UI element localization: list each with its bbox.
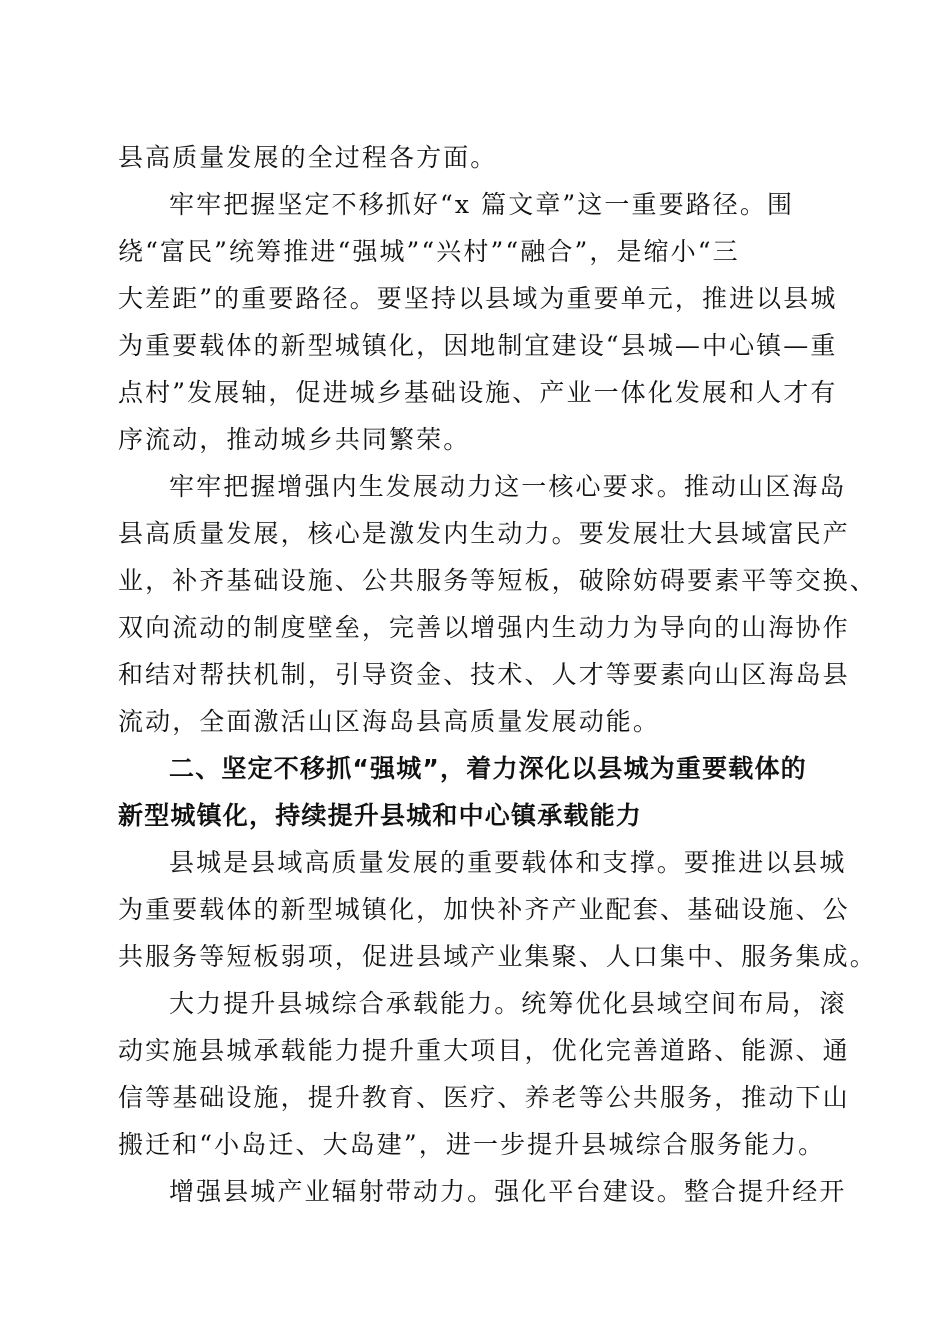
paragraph-start-line: 牢牢把握坚定不移抓好“x 篇文章”这一重要路径。围 bbox=[169, 190, 795, 219]
text-line: 双向流动的制度壁垒，完善以增强内生动力为导向的山海协作 bbox=[118, 613, 850, 642]
paragraph-start-line: 县城是县域高质量发展的重要载体和支撑。要推进以县城 bbox=[169, 848, 847, 877]
text-line: 为重要载体的新型城镇化，因地制宜建设“县城—中心镇—重 bbox=[118, 331, 838, 360]
text-line: 业，补齐基础设施、公共服务等短板，破除妨碍要素平等交换、 bbox=[118, 566, 877, 595]
text-line: 和结对帮扶机制，引导资金、技术、人才等要素向山区海岛县 bbox=[118, 660, 850, 689]
section-heading-line: 二、坚定不移抓“强城”，着力深化以县城为重要载体的 bbox=[169, 754, 807, 783]
paragraph-start-line: 大力提升县城综合承载能力。统筹优化县域空间布局，滚 bbox=[169, 989, 847, 1018]
section-heading-line: 新型城镇化，持续提升县城和中心镇承载能力 bbox=[118, 801, 643, 830]
paragraph-start-line: 牢牢把握增强内生发展动力这一核心要求。推动山区海岛 bbox=[169, 472, 847, 501]
text-line: 点村”发展轴，促进城乡基础设施、产业一体化发展和人才有 bbox=[118, 378, 838, 407]
paragraph-start-line: 增强县城产业辐射带动力。强化平台建设。整合提升经开 bbox=[169, 1177, 847, 1206]
text-line: 绕“富民”统筹推进“强城”“兴村”“融合”，是缩小“三 bbox=[118, 237, 740, 266]
text-line: 动实施县城承载能力提升重大项目，优化完善道路、能源、通 bbox=[118, 1036, 850, 1065]
text-line: 大差距”的重要路径。要坚持以县域为重要单元，推进以县城 bbox=[118, 284, 838, 313]
text-line: 信等基础设施，提升教育、医疗、养老等公共服务，推动下山 bbox=[118, 1083, 850, 1112]
text-line: 县高质量发展，核心是激发内生动力。要发展壮大县域富民产 bbox=[118, 519, 850, 548]
text-line: 序流动，推动城乡共同繁荣。 bbox=[118, 425, 471, 454]
document-body bbox=[118, 134, 877, 1215]
text-line: 县高质量发展的全过程各方面。 bbox=[118, 143, 498, 172]
text-line: 共服务等短板弱项，促进县域产业集聚、人口集中、服务集成。 bbox=[118, 942, 877, 971]
text-line: 搬迁和“小岛迁、大岛建”，进一步提升县城综合服务能力。 bbox=[118, 1130, 826, 1159]
text-line: 为重要载体的新型城镇化，加快补齐产业配套、基础设施、公 bbox=[118, 895, 850, 924]
text-line: 流动，全面激活山区海岛县高质量发展动能。 bbox=[118, 707, 661, 736]
